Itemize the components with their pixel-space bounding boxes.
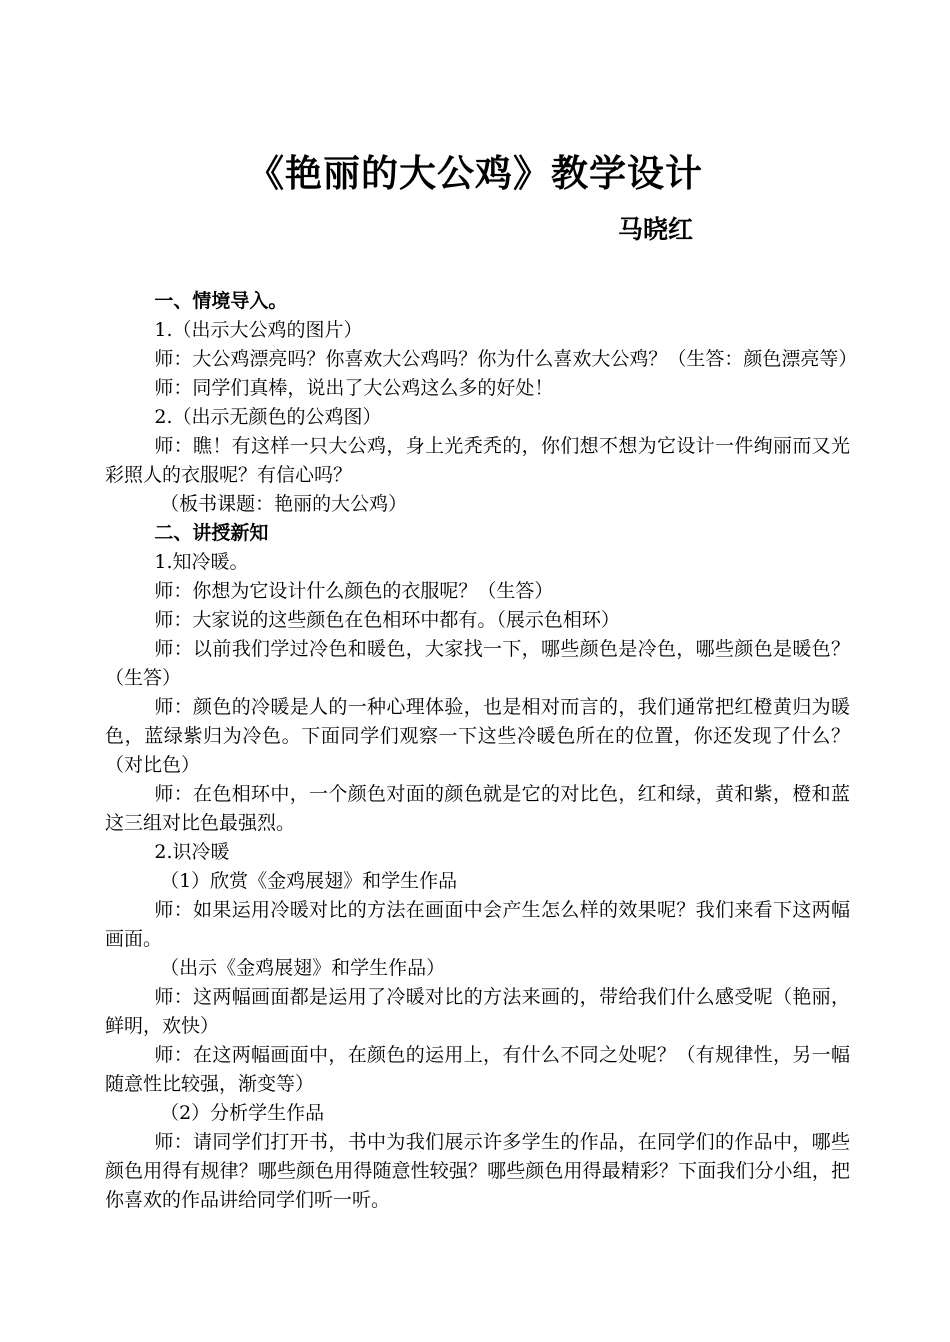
- paragraph: （1）欣赏《金鸡展翅》和学生作品: [160, 870, 458, 892]
- paragraph: 师：这两幅画面都是运用了冷暖对比的方法来画的，带给我们什么感受呢（艳丽，鲜明，欢快）: [105, 986, 850, 1037]
- paragraph: 师：瞧！有这样一只大公鸡，身上光秃秃的，你们想不想为它设计一件绚丽而又光彩照人的衣服呢？有信心吗？: [105, 435, 850, 486]
- paragraph: 2.（出示无颜色的公鸡图）: [154, 406, 382, 428]
- paragraph: 师：如果运用冷暖对比的方法在画面中会产生怎么样的效果呢？我们来看下这两幅画面。: [105, 899, 850, 950]
- paragraph: （出示《金鸡展翅》和学生作品）: [160, 957, 446, 979]
- document-author: 马晓红: [618, 215, 694, 244]
- paragraph: 师：以前我们学过冷色和暖色，大家找一下，哪些颜色是冷色，哪些颜色是暖色？（生答）: [105, 638, 850, 689]
- paragraph: 师：请同学们打开书，书中为我们展示许多学生的作品，在同学们的作品中，哪些颜色用得有规律？哪些颜色用得随意性较强？哪些颜色用得最精彩？下面我们分小组，把你喜欢的作品讲给同学们听一听。: [105, 1131, 850, 1211]
- paragraph: 师：大家说的这些颜色在色相环中都有。（展示色相环）: [154, 609, 620, 631]
- paragraph: （板书课题：艳丽的大公鸡）: [160, 493, 408, 515]
- paragraph: 师：你想为它设计什么颜色的衣服呢？（生答）: [154, 580, 554, 602]
- paragraph: 师：大公鸡漂亮吗？你喜欢大公鸡吗？你为什么喜欢大公鸡？（生答：颜色漂亮等）: [154, 348, 858, 370]
- paragraph: 师：在色相环中，一个颜色对面的颜色就是它的对比色，红和绿，黄和紫，橙和蓝这三组对比色最强烈。: [105, 783, 850, 834]
- paragraph: 师：颜色的冷暖是人的一种心理体验，也是相对而言的，我们通常把红橙黄归为暖色，蓝绿紫归为冷色。下面同学们观察一下这些冷暖色所在的位置，你还发现了什么？（对比色）: [105, 696, 850, 776]
- paragraph: 1.（出示大公鸡的图片）: [154, 319, 363, 341]
- paragraph: 师：在这两幅画面中，在颜色的运用上，有什么不同之处呢？（有规律性，另一幅随意性比较强，渐变等）: [105, 1044, 850, 1095]
- paragraph: 师：同学们真棒，说出了大公鸡这么多的好处！: [154, 377, 554, 399]
- paragraph: 1.知冷暖。: [154, 551, 249, 573]
- paragraph: （2）分析学生作品: [160, 1102, 325, 1124]
- document-title: 《艳丽的大公鸡》教学设计: [247, 152, 703, 195]
- document-body: [105, 287, 858, 1215]
- section-heading: 二、讲授新知: [154, 522, 269, 544]
- section-heading: 一、情境导入。: [154, 290, 288, 312]
- paragraph: 2.识冷暖: [154, 841, 230, 863]
